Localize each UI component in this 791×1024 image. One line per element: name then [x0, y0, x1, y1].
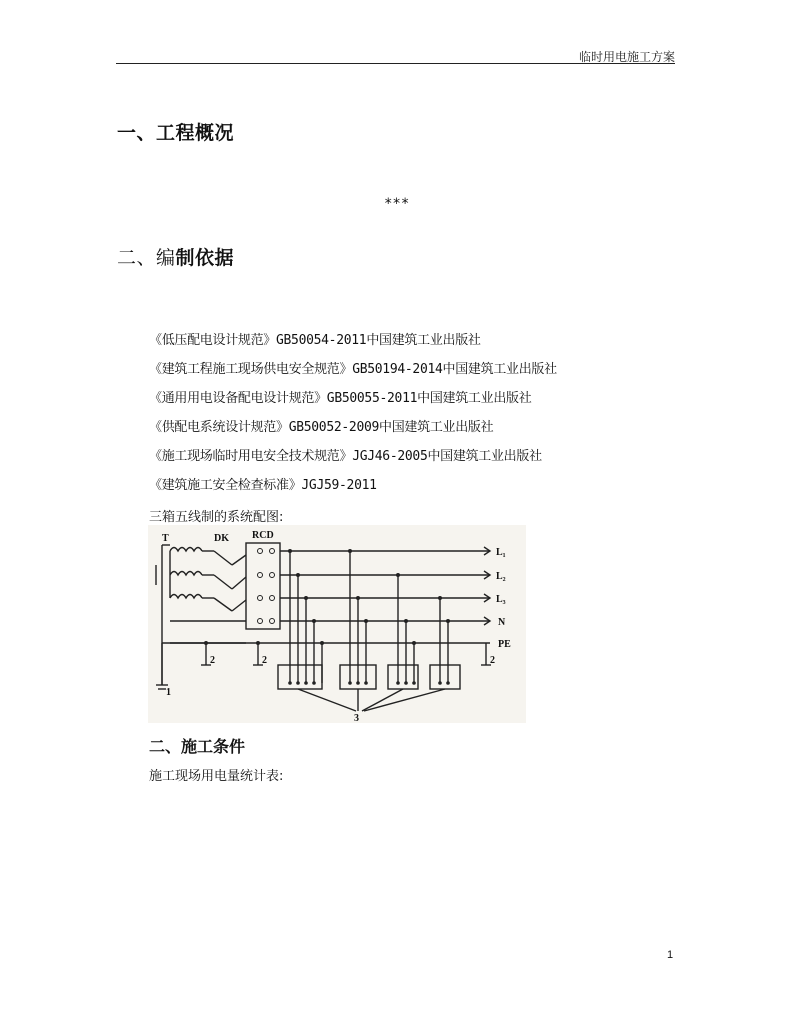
- section-conditions-caption: 施工现场用电量统计表:: [149, 769, 284, 784]
- reference-item: 《供配电系统设计规范》GB50052-2009中国建筑工业出版社: [149, 420, 494, 435]
- label-neutral: N: [498, 617, 506, 628]
- label-l3: L₃: [496, 594, 506, 605]
- page-number: 1: [667, 949, 674, 961]
- label-ground-2b: 2: [262, 655, 267, 666]
- section-basis-title-rest: 制依据: [175, 247, 235, 269]
- section-overview-title: 一、工程概况: [117, 122, 235, 144]
- diagram-caption: 三箱五线制的系统配图:: [149, 510, 284, 525]
- label-switch: DK: [214, 533, 229, 544]
- label-l1: L₁: [496, 547, 506, 558]
- section-basis-title: [117, 243, 234, 270]
- label-pe: PE: [498, 639, 511, 650]
- reference-item: 《建筑施工安全检查标准》JGJ59-2011: [149, 478, 377, 493]
- reference-item: 《低压配电设计规范》GB50054-2011中国建筑工业出版社: [149, 333, 481, 348]
- label-ground-2a: 2: [210, 655, 215, 666]
- section-overview-body: ***: [384, 196, 410, 212]
- label-equipment: 3: [354, 713, 359, 723]
- wiring-diagram-svg: [148, 525, 526, 723]
- three-box-five-wire-diagram: [148, 525, 526, 723]
- label-rcd: RCD: [252, 530, 274, 541]
- section-conditions-title: 二、施工条件: [149, 737, 246, 756]
- header-title: 临时用电施工方案: [578, 50, 675, 64]
- label-l2: L₂: [496, 571, 506, 582]
- reference-item: 《通用用电设备配电设计规范》GB50055-2011中国建筑工业出版社: [149, 391, 532, 406]
- label-ground-1: 1: [166, 687, 171, 698]
- reference-item: 《施工现场临时用电安全技术规范》JGJ46-2005中国建筑工业出版社: [149, 449, 542, 464]
- reference-list: [149, 331, 557, 505]
- label-transformer: T: [162, 533, 169, 544]
- header-divider: [116, 63, 675, 64]
- reference-item: 《建筑工程施工现场供电安全规范》GB50194-2014中国建筑工业出版社: [149, 362, 557, 377]
- label-ground-2c: 2: [490, 655, 495, 666]
- section-basis-title-prefix: 二、编: [117, 247, 176, 269]
